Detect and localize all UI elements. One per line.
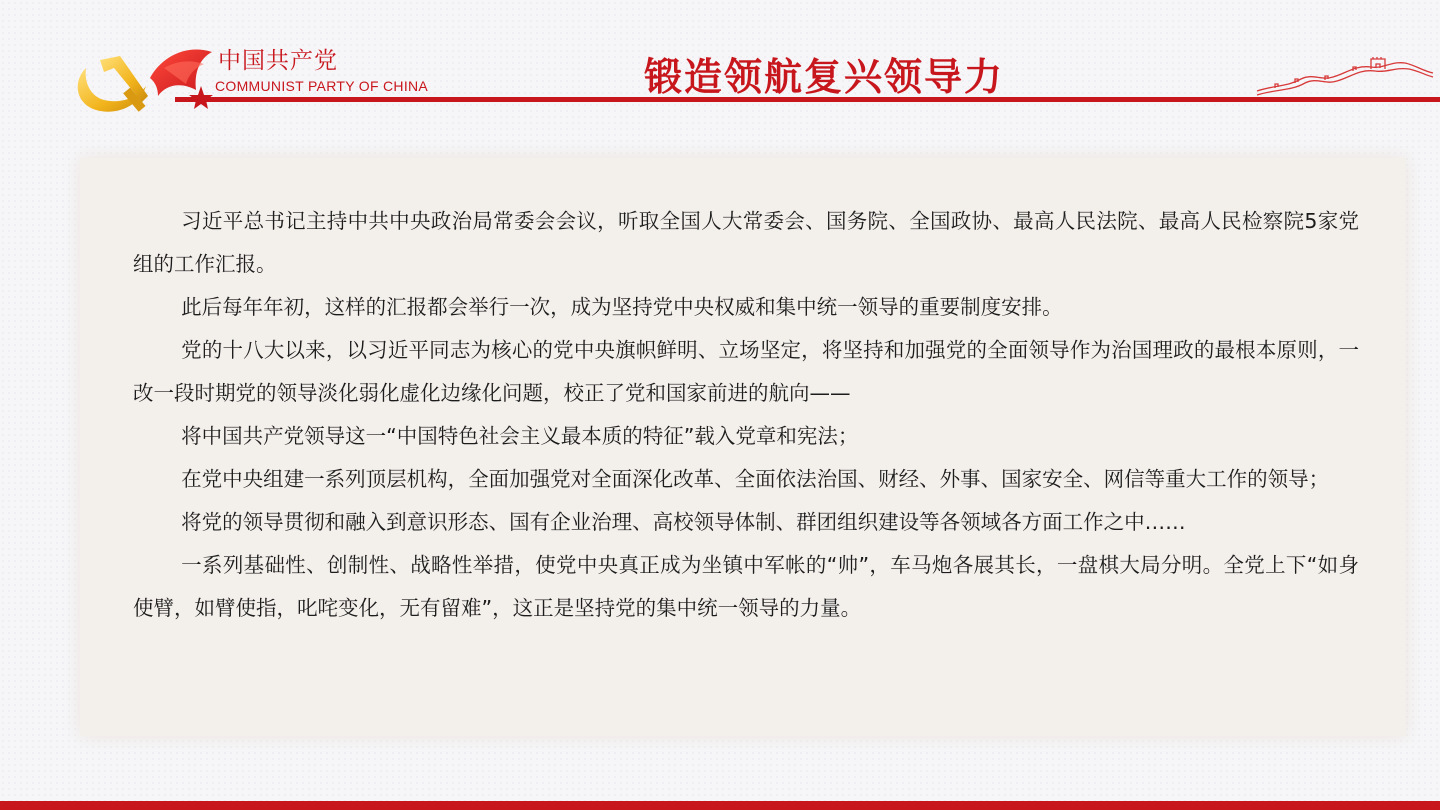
paragraph: 此后每年年初，这样的汇报都会举行一次，成为坚持党中央权威和集中统一领导的重要制度安排。 xyxy=(181,295,1063,319)
paragraph: 习近平总书记主持中共中央政治局常委会会议，听取全国人大常委会、国务院、全国政协、最高人民法院、最高人民检察院5家党组的工作汇报。 xyxy=(133,209,1359,276)
slide-header xyxy=(0,0,1440,130)
article-body xyxy=(133,200,1359,630)
bottom-bar xyxy=(0,801,1440,810)
page-title: 锻造领航复兴领导力 xyxy=(643,55,1004,99)
paragraph: 将中国共产党领导这一“中国特色社会主义最本质的特征”载入党章和宪法； xyxy=(181,424,859,448)
paragraph: 在党中央组建一系列顶层机构，全面加强党对全面深化改革、全面依法治国、财经、外事、国家安全、网信等重大工作的领导； xyxy=(181,467,1330,491)
paragraph: 党的十八大以来，以习近平同志为核心的党中央旗帜鲜明、立场坚定，将坚持和加强党的全面领导作为治国理政的最根本原则，一改一段时期党的领导淡化弱化虚化边缘化问题，校正了党和国家前进的航向—— xyxy=(133,338,1359,405)
great-wall-icon xyxy=(1255,55,1435,97)
paragraph: 一系列基础性、创制性、战略性举措，使党中央真正成为坐镇中军帐的“帅”，车马炮各展其长，一盘棋大局分明。全党上下“如身使臂，如臂使指，叱咤变化，无有留难”，这正是坚持党的集中统一领导的力量。 xyxy=(133,553,1359,620)
brand-name-cn: 中国共产党 xyxy=(218,48,338,74)
brand-name-en: COMMUNIST PARTY OF CHINA xyxy=(215,78,429,94)
paragraph: 将党的领导贯彻和融入到意识形态、国有企业治理、高校领导体制、群团组织建设等各领域各方面工作之中…… xyxy=(181,510,1186,534)
